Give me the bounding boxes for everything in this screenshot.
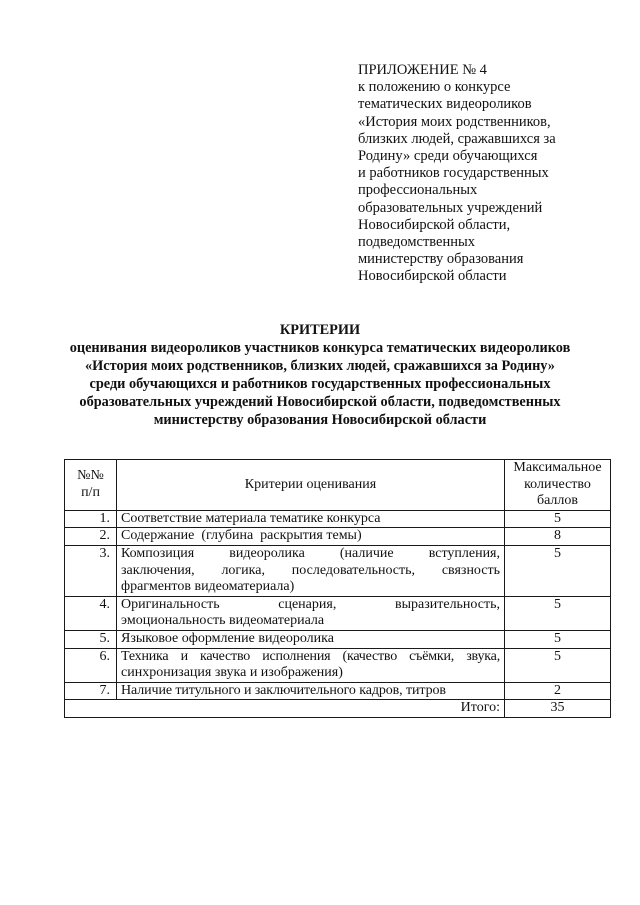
row-points: 5 xyxy=(505,545,611,596)
row-criterion xyxy=(117,596,505,630)
table-row xyxy=(65,596,611,630)
row-points: 5 xyxy=(505,630,611,648)
row-num: 4. xyxy=(65,596,117,630)
appendix-line: министерству образования xyxy=(358,251,524,268)
criterion-line: Соответствие материала тематике конкурса xyxy=(121,510,381,526)
header-num-line: п/п xyxy=(81,484,100,500)
criterion-line: эмоциональность видеоматериала xyxy=(121,613,325,629)
criterion-line: фрагментов видеоматериала) xyxy=(121,579,295,595)
appendix-line: и работников государственных xyxy=(358,165,549,182)
row-num: 6. xyxy=(65,648,117,682)
row-num: 7. xyxy=(65,682,117,700)
row-num: 2. xyxy=(65,528,117,546)
appendix-line: образовательных учреждений xyxy=(358,199,543,216)
header-max-line: баллов xyxy=(536,493,579,509)
appendix-line: «История моих родственников, xyxy=(358,113,551,130)
appendix-line: тематических видеороликов xyxy=(358,96,532,113)
row-points: 5 xyxy=(505,510,611,528)
row-points: 5 xyxy=(505,596,611,630)
table-row xyxy=(65,528,611,546)
appendix-line: Новосибирской области xyxy=(358,268,507,285)
title-line: оценивания видеороликов участников конкурса тематических видеороликов xyxy=(69,340,571,357)
criterion-line: Языковое оформление видеоролика xyxy=(121,630,334,646)
appendix-line: профессиональных xyxy=(358,182,478,199)
appendix-header xyxy=(358,62,618,286)
criterion-line: Содержание (глубина раскрытия темы) xyxy=(121,528,362,544)
row-criterion xyxy=(117,528,505,546)
row-points: 2 xyxy=(505,682,611,700)
criterion-line: Техника и качество исполнения (качество съёмки, звука, xyxy=(121,648,500,664)
row-criterion xyxy=(117,682,505,700)
row-points: 8 xyxy=(505,528,611,546)
header-max xyxy=(505,460,611,511)
row-criterion xyxy=(117,648,505,682)
title-line: министерству образования Новосибирской области xyxy=(153,412,487,429)
header-num-line: №№ xyxy=(77,468,104,484)
appendix-line: ПРИЛОЖЕНИЕ № 4 xyxy=(358,62,487,78)
appendix-line: подведомственных xyxy=(358,234,475,251)
document-title xyxy=(0,321,640,430)
total-points: 35 xyxy=(505,700,611,718)
criteria-table xyxy=(64,459,611,718)
table-row xyxy=(65,682,611,700)
title-line: среди обучающихся и работников государственных профессиональных xyxy=(89,376,551,393)
criterion-line: синхронизация звука и изображения) xyxy=(121,665,343,681)
appendix-line: близких людей, сражавшихся за xyxy=(358,130,556,147)
criterion-line: Оригинальность сценария, выразительность, xyxy=(121,596,500,612)
header-criteria: Критерии оценивания xyxy=(117,460,505,511)
row-points: 5 xyxy=(505,648,611,682)
total-label: Итого: xyxy=(65,700,505,718)
table-header-row xyxy=(65,460,611,511)
header-max-line: количество xyxy=(524,476,591,492)
total-row xyxy=(65,700,611,718)
header-max-line: Максимальное xyxy=(513,460,602,475)
row-criterion xyxy=(117,510,505,528)
criterion-line: заключения, логика, последовательность, связность xyxy=(121,562,500,578)
row-criterion xyxy=(117,630,505,648)
row-num: 5. xyxy=(65,630,117,648)
table-row xyxy=(65,545,611,596)
table-row xyxy=(65,630,611,648)
row-criterion xyxy=(117,545,505,596)
table-row xyxy=(65,510,611,528)
row-num: 3. xyxy=(65,545,117,596)
appendix-line: Новосибирской области, xyxy=(358,216,511,233)
header-num xyxy=(65,460,117,511)
appendix-line: к положению о конкурсе xyxy=(358,79,511,96)
appendix-line: Родину» среди обучающихся xyxy=(358,148,538,165)
criterion-line: Наличие титульного и заключительного кадров, титров xyxy=(121,682,446,698)
table-row xyxy=(65,648,611,682)
title-heading: КРИТЕРИИ xyxy=(279,322,361,338)
row-num: 1. xyxy=(65,510,117,528)
title-line: «История моих родственников, близких людей, сражавшихся за Родину» xyxy=(85,358,555,375)
criterion-line: Композиция видеоролика (наличие вступления, xyxy=(121,545,500,561)
title-line: образовательных учреждений Новосибирской области, подведомственных xyxy=(79,394,561,411)
